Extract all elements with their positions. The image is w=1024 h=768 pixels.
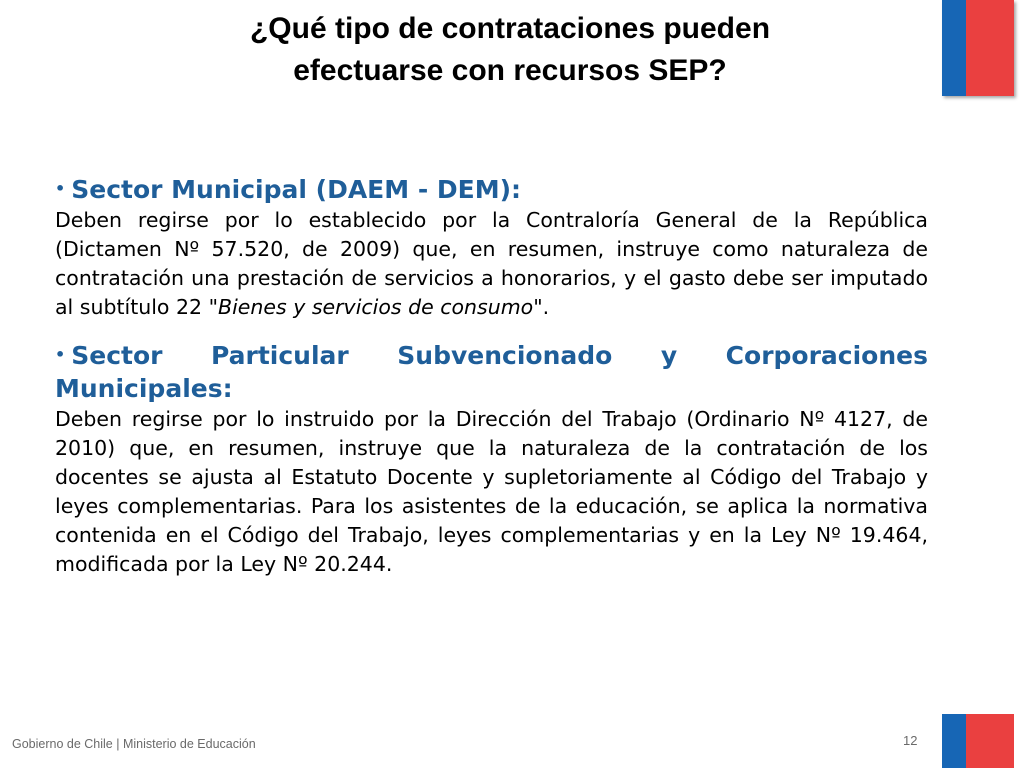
slide-content bbox=[55, 172, 928, 595]
section-body-italic: Bienes y servicios de consumo bbox=[218, 295, 534, 319]
section-heading-text: Sector Particular Subvencionado y Corporaciones Municipales: bbox=[55, 341, 928, 403]
flag-blue-stripe bbox=[942, 0, 966, 96]
section-heading-text: Sector Municipal (DAEM - DEM): bbox=[71, 175, 522, 204]
bullet-icon: • bbox=[55, 179, 66, 198]
flag-logo-top bbox=[942, 0, 1014, 96]
flag-red-stripe bbox=[966, 0, 1014, 96]
section-heading bbox=[55, 338, 928, 405]
title-line-2: efectuarse con recursos SEP? bbox=[293, 54, 727, 87]
page-number: 12 bbox=[903, 733, 918, 748]
flag-blue-stripe bbox=[942, 714, 966, 768]
flag-logo-bottom bbox=[942, 714, 1014, 768]
section-particular bbox=[55, 338, 928, 579]
section-body: Deben regirse por lo instruido por la Dirección del Trabajo (Ordinario Nº 4127, de 2010) que, en resumen, instruye que la naturaleza de la contratación de los docentes se ajusta al Estatuto Docente y supletoriamente al Código del Trabajo y leyes complementarias. Para los asistentes de la educación, se aplica la normativa contenida en el Código del Trabajo, leyes complementarias y en la Ley Nº 19.464, modificada por la Ley Nº 20.244. bbox=[55, 407, 928, 576]
section-municipal bbox=[55, 172, 928, 322]
section-body bbox=[55, 206, 928, 322]
slide-title bbox=[150, 8, 870, 92]
flag-red-stripe bbox=[966, 714, 1014, 768]
bullet-icon: • bbox=[55, 345, 66, 364]
footer-text: Gobierno de Chile | Ministerio de Educación bbox=[12, 737, 256, 751]
title-line-1: ¿Qué tipo de contrataciones pueden bbox=[249, 12, 771, 45]
section-heading bbox=[55, 172, 928, 206]
section-body-text: Deben regirse por lo establecido por la Contraloría General de la República (Dictamen Nº 57.520, de 2009) que, en resumen, instruye como naturaleza de contratación una prestación de servicios a honorarios, y el gasto debe ser imputado al subtítulo 22 " bbox=[55, 208, 928, 319]
section-body-end: ". bbox=[533, 295, 550, 319]
